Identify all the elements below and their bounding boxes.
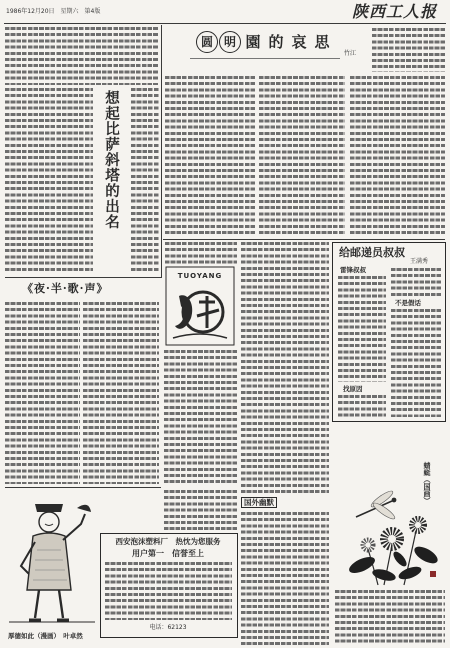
- middle-body-text-b: [164, 350, 238, 484]
- song-body-text-right: [83, 302, 159, 484]
- head: [39, 512, 59, 532]
- poem-subhead: 找原因: [343, 385, 363, 393]
- logo-wave: [173, 334, 227, 338]
- ad-title: 西安泡沫塑料厂 热忱为您服务: [115, 537, 221, 546]
- middle-body-text-c: [241, 242, 329, 494]
- poem-byline: 王满秀: [410, 258, 429, 265]
- masthead-rule: [4, 23, 446, 24]
- title-char: 園: [245, 33, 261, 51]
- tuoyang-logo: [165, 266, 235, 346]
- pisa-body-text-right: [131, 88, 159, 274]
- ad-body-text: [105, 562, 232, 620]
- poem-subhead: 不是假话: [395, 299, 421, 307]
- title-char: 明: [219, 31, 241, 53]
- song-article-title: 《夜·半·歌·声》: [22, 282, 109, 295]
- ink-leaves: [347, 543, 440, 583]
- title-char: 圆: [196, 31, 218, 53]
- title-char: 思: [314, 33, 330, 51]
- title-underline: [190, 58, 340, 59]
- dragonfly: [356, 489, 397, 521]
- legs: [35, 590, 63, 618]
- middle-body-text-e: [164, 490, 238, 530]
- yuanmingyuan-body-text-top: [372, 28, 445, 72]
- painting-drawing: [334, 425, 444, 587]
- song-body-text-left: [5, 302, 80, 484]
- column-divider: [161, 25, 162, 278]
- humor-body-text: [241, 512, 329, 645]
- yuanmingyuan-body-text-col1: [165, 76, 255, 236]
- yuanmingyuan-body-text-col2: [259, 76, 345, 236]
- artist-seal: [430, 571, 436, 577]
- held-object: [77, 505, 91, 512]
- hat: [35, 504, 63, 512]
- raised-arm: [63, 514, 85, 540]
- section-rule: [5, 487, 161, 488]
- dragonfly-painting: [334, 425, 444, 587]
- cartoon-illustration: [5, 490, 98, 630]
- logo-drawing: [165, 266, 235, 346]
- right-bottom-body-text: [335, 590, 445, 645]
- ad-phone: 电话：62123: [149, 624, 187, 631]
- poem-title: 给邮递员叔叔: [339, 246, 405, 259]
- cartoon-caption: 厚德如此（漫画） 叶卓然: [8, 632, 83, 640]
- pisa-body-text-top: [5, 27, 158, 85]
- poem-subhead: 雷锋叔叔: [340, 266, 366, 274]
- yuanmingyuan-title: [196, 31, 333, 53]
- cartoon-drawing: [5, 490, 98, 630]
- coat: [27, 533, 71, 590]
- poem-text-left: [338, 276, 386, 382]
- ad-slogan: 用户第一 信誉至上: [132, 549, 204, 558]
- section-rule: [163, 239, 445, 240]
- poem-text-left-2: [338, 395, 386, 417]
- yuanmingyuan-byline: 竹江: [344, 50, 357, 57]
- mouth: [45, 524, 53, 526]
- section-rule: [5, 277, 161, 278]
- painting-caption: 蜻蜓（国画）: [423, 462, 431, 504]
- middle-body-text-a: [165, 242, 237, 264]
- date-line: 1986年12月20日 星期六 第4版: [6, 8, 101, 15]
- humor-column-label: 国外幽默: [241, 497, 277, 508]
- masthead-title: 陕西工人报: [352, 2, 438, 21]
- title-char: 哀: [291, 33, 307, 51]
- poem-text-right: [391, 268, 441, 296]
- pisa-headline: 想起比萨斜塔的出名: [103, 90, 120, 230]
- pisa-body-text-left: [5, 88, 93, 274]
- title-char: 的: [268, 33, 284, 51]
- poem-text-right-2: [391, 309, 441, 417]
- logo-lettering: TUOYANG: [177, 272, 223, 280]
- yuanmingyuan-body-text-col3: [350, 76, 445, 236]
- logo-brush-glyph: [197, 296, 219, 328]
